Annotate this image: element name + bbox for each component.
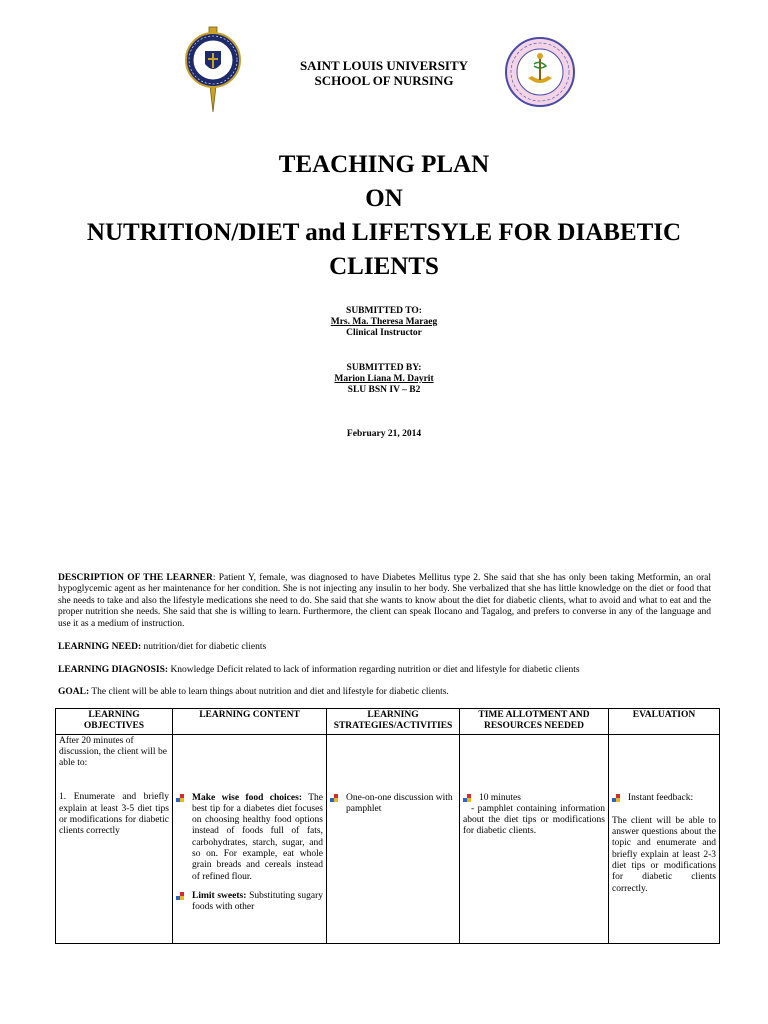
evaluation-text: The client will be able to answer questions about the topic and enumerate and briefly explain at least 2-3 diet tips or modifications for diabetic clients correctly. bbox=[612, 815, 716, 894]
bullet-icon bbox=[330, 794, 339, 803]
strategy-item bbox=[330, 793, 456, 816]
title-line-1: TEACHING PLAN bbox=[278, 151, 490, 178]
document-title bbox=[0, 148, 768, 284]
learning-need-label: LEARNING NEED: bbox=[58, 642, 142, 652]
objectives-intro: After 20 minutes of discussion, the client will be able to: bbox=[59, 735, 167, 769]
student-section: SLU BSN IV – B2 bbox=[347, 385, 421, 395]
goal-label: GOAL: bbox=[58, 687, 90, 697]
learning-diagnosis-text: Knowledge Deficit related to lack of information regarding nutrition or diet and lifestyle for diabetic clients bbox=[168, 665, 580, 675]
title-line-2: ON bbox=[365, 185, 403, 212]
evaluation-cell bbox=[609, 734, 720, 943]
learning-diagnosis bbox=[58, 665, 711, 676]
goal-text: The client will be able to learn things about nutrition and diet and lifestyle for diabetic clients. bbox=[89, 687, 449, 697]
content-item bbox=[176, 793, 323, 883]
content-item-text: Substituting sugary foods with other bbox=[192, 890, 323, 913]
title-line-3: NUTRITION/DIET and LIFETSYLE FOR DIABETIC bbox=[86, 219, 682, 246]
submission-date: February 21, 2014 bbox=[346, 429, 422, 439]
bullet-icon bbox=[176, 794, 185, 803]
content-item-text: The best tip for a diabetes diet focuses on choosing healthy food options instead of foods full of fats, carbohydrates, starch, sugar, and so on. For example, eat whole grain breads and cereals instead of refined flour. bbox=[192, 792, 323, 882]
learning-need bbox=[58, 642, 711, 653]
table-header-row bbox=[56, 709, 720, 735]
header-learning-objectives: LEARNING OBJECTIVES bbox=[56, 709, 173, 735]
time-resources-cell bbox=[460, 734, 609, 943]
submitted-to-block bbox=[0, 306, 768, 339]
teaching-plan-table bbox=[55, 708, 720, 944]
content-item bbox=[176, 891, 323, 914]
objective-1: 1. Enumerate and briefly explain at least 3-5 diet tips or modifications for diabetic clients correctly bbox=[59, 792, 169, 837]
university-header bbox=[0, 58, 768, 88]
instructor-role: Clinical Instructor bbox=[346, 328, 422, 338]
submitted-to-label: SUBMITTED TO: bbox=[346, 306, 422, 316]
header-learning-strategies: LEARNING STRATEGIES/ACTIVITIES bbox=[327, 709, 460, 735]
submitted-by-block bbox=[0, 363, 768, 396]
strategies-cell bbox=[327, 734, 460, 943]
goal bbox=[58, 687, 711, 698]
content-item-title: Limit sweets: bbox=[192, 890, 247, 901]
learning-need-text: nutrition/diet for diabetic clients bbox=[141, 642, 267, 652]
learner-description bbox=[58, 573, 711, 630]
learning-diagnosis-label: LEARNING DIAGNOSIS: bbox=[58, 665, 169, 675]
time-item bbox=[463, 793, 605, 804]
header-evaluation: EVALUATION bbox=[609, 709, 720, 735]
evaluation-label: Instant feedback: bbox=[628, 792, 694, 803]
bullet-icon bbox=[463, 794, 472, 803]
university-name: SAINT LOUIS UNIVERSITY bbox=[299, 58, 469, 73]
submitted-by-label: SUBMITTED BY: bbox=[346, 363, 422, 373]
content-item-title: Make wise food choices: bbox=[192, 792, 302, 803]
content-cell bbox=[173, 734, 327, 943]
school-name: SCHOOL OF NURSING bbox=[314, 73, 454, 88]
header-learning-content: LEARNING CONTENT bbox=[173, 709, 327, 735]
strategy-text: One-on-one discussion with pamphlet bbox=[346, 792, 453, 814]
evaluation-item bbox=[612, 793, 716, 804]
student-name: Marion Liana M. Dayrit bbox=[334, 374, 434, 384]
header-time-resources: TIME ALLOTMENT AND RESOURCES NEEDED bbox=[460, 709, 609, 735]
table-row bbox=[56, 734, 720, 943]
bullet-icon bbox=[176, 892, 185, 901]
time-allotment: 10 minutes bbox=[479, 792, 521, 803]
title-line-4: CLIENTS bbox=[329, 253, 439, 280]
description-text: : Patient Y, female, was diagnosed to have Diabetes Mellitus type 2. She said that she has only been taking Metformin, an oral hypoglycemic agent as her maintenance for her condition. She is not injecting any insulin to her body. She verbalized that she has little knowledge on the diet or food that she needs to take and also the lifestyle medications she need to do. She said that she wants to know about the diet for diabetic clients, what to avoid and what to eat and the proper nutrition she needs. She said that she is willing to learn. Furthermore, the client can speak Ilocano and Tagalog, and prefers to converse in any of the language and use it as a medium of instruction. bbox=[58, 573, 711, 629]
objectives-cell bbox=[56, 734, 173, 943]
instructor-name: Mrs. Ma. Theresa Maraeg bbox=[330, 317, 438, 327]
description-label: DESCRIPTION OF THE LEARNER bbox=[58, 573, 213, 583]
bullet-icon bbox=[612, 794, 621, 803]
resources-text: - pamphlet containing information about the diet tips or modifications for diabetic clients. bbox=[463, 803, 605, 837]
